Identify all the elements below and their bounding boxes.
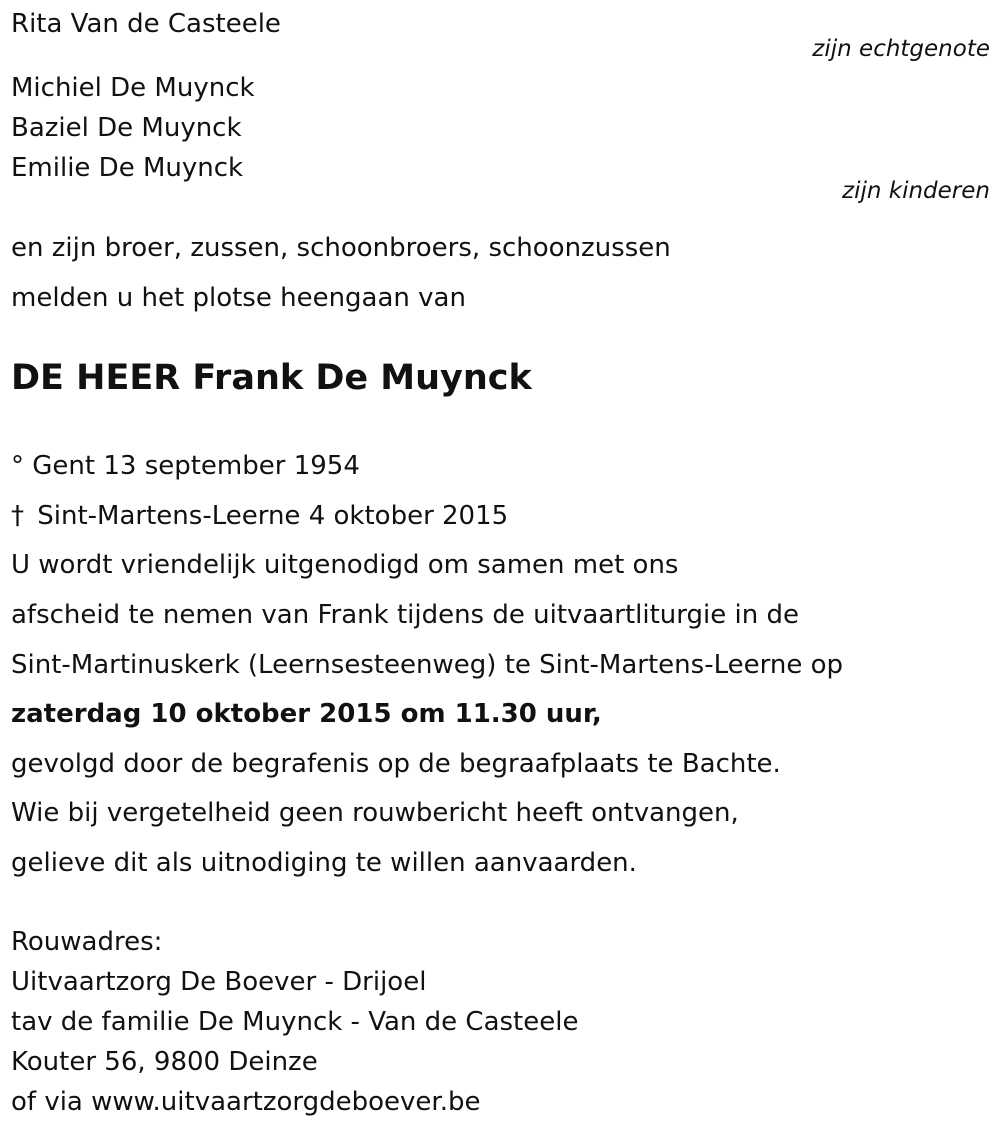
- death-text: Sint-Martens-Leerne 4 oktober 2015: [37, 501, 509, 531]
- invitation-line-2: afscheid te nemen van Frank tijdens de uitvaartliturgie in de: [11, 600, 799, 630]
- announce-line: melden u het plotse heengaan van: [11, 283, 466, 313]
- address-line-3: Kouter 56, 9800 Deinze: [11, 1047, 318, 1077]
- invitation-line-3: Sint-Martinuskerk (Leernsesteenweg) te Sint-Martens-Leerne op: [11, 650, 843, 680]
- funeral-date-time: zaterdag 10 oktober 2015 om 11.30 uur,: [11, 699, 602, 729]
- deceased-name: DE HEER Frank De Muynck: [11, 358, 532, 398]
- invitation-line-1: U wordt vriendelijk uitgenodigd om samen met ons: [11, 550, 679, 580]
- address-line-1: Uitvaartzorg De Boever - Drijoel: [11, 967, 427, 997]
- cross-icon: †: [11, 501, 24, 531]
- child-name-3: Emilie De Muynck: [11, 153, 244, 183]
- spouse-name: Rita Van de Casteele: [11, 9, 281, 39]
- death-line: [11, 500, 508, 532]
- child-name-1: Michiel De Muynck: [11, 73, 255, 103]
- invitation-line-5: gevolgd door de begrafenis op de begraafplaats te Bachte.: [11, 749, 781, 779]
- address-line-4: of via www.uitvaartzorgdeboever.be: [11, 1087, 481, 1117]
- children-role: zijn kinderen: [842, 178, 990, 204]
- address-label: Rouwadres:: [11, 927, 163, 957]
- child-name-2: Baziel De Muynck: [11, 113, 242, 143]
- spouse-role: zijn echtgenote: [812, 36, 990, 62]
- invitation-line-7: gelieve dit als uitnodiging te willen aanvaarden.: [11, 848, 637, 878]
- address-line-2: tav de familie De Muynck - Van de Casteele: [11, 1007, 579, 1037]
- birth-symbol: °: [11, 451, 24, 481]
- relatives-line: en zijn broer, zussen, schoonbroers, schoonzussen: [11, 233, 671, 263]
- birth-line: [11, 450, 360, 482]
- invitation-line-6: Wie bij vergetelheid geen rouwbericht heeft ontvangen,: [11, 798, 739, 828]
- birth-text: Gent 13 september 1954: [32, 451, 360, 481]
